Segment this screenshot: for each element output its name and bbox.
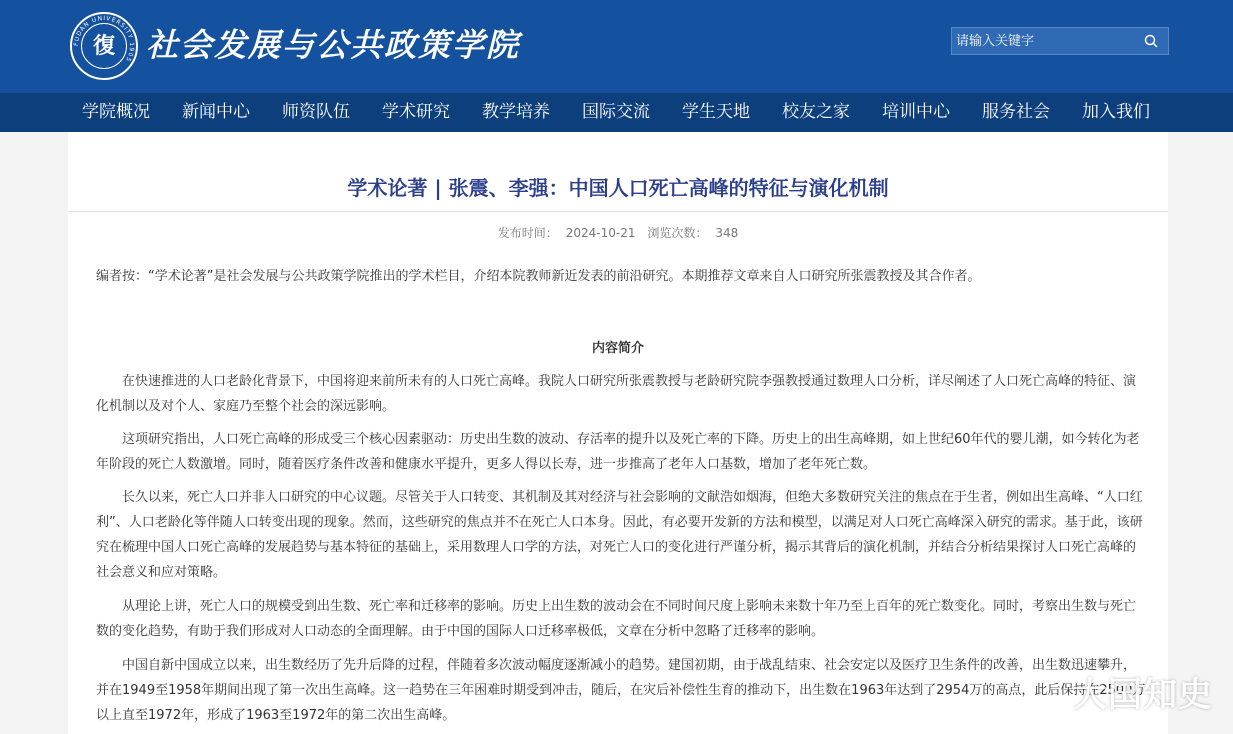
nav-item-service[interactable]: 服务社会	[982, 102, 1050, 122]
nav-item-news[interactable]: 新闻中心	[182, 102, 250, 122]
school-name[interactable]: 社会发展与公共政策学院	[146, 26, 521, 64]
nav-item-faculty[interactable]: 师资队伍	[282, 102, 350, 122]
nav-item-international[interactable]: 国际交流	[582, 102, 650, 122]
article-paragraph: 从理论上讲，死亡人口的规模受到出生数、死亡率和迁移率的影响。历史上出生数的波动会在不同时间尺度上影响未来数十年乃至上百年的死亡数变化。同时，考察出生数与死亡数的变化趋势，有助于我们形成对人口动态的全面理解。由于中国的国际人口迁移率极低，文章在分析中忽略了迁移率的影响。	[96, 599, 1137, 639]
article-meta	[68, 224, 1168, 241]
article-paragraph: 中国自新中国成立以来，出生数经历了先升后降的过程，伴随着多次波动幅度逐渐减小的趋势。建国初期，由于战乱结束、社会安定以及医疗卫生条件的改善，出生数迅速攀升，并在1949至1958年期间出现了第一次出生高峰。这一趋势在三年困难时期受到冲击，随后，在灾后补偿性生育的推动下，出生数在1963年达到了2954万的高点，此后保持在2500万以上直至1972年，形成了1963至1972年的第二次出生高峰。	[96, 658, 1146, 723]
article-title: 学术论著 | 张震、李强：中国人口死亡高峰的特征与演化机制	[347, 176, 889, 200]
nav-item-education[interactable]: 教学培养	[482, 102, 550, 122]
main-nav	[0, 93, 1233, 132]
search-input[interactable]	[952, 28, 1136, 54]
article-container	[68, 132, 1168, 734]
nav-item-research[interactable]: 学术研究	[382, 102, 450, 122]
publish-label: 发布时间：	[497, 226, 558, 240]
article-paragraph: 长久以来，死亡人口并非人口研究的中心议题。尽管关于人口转变、其机制及其对经济与社会影响的文献浩如烟海，但绝大多数研究关注的焦点在于生者，例如出生高峰、“人口红利”、人口老龄化等伴随人口转变出现的现象。然而，这些研究的焦点并不在死亡人口本身。因此，有必要开发新的方法和模型，以满足对人口死亡高峰深入研究的需求。基于此，该研究在梳理中国人口死亡高峰的发展趋势与基本特征的基础上，采用数理人口学的方法，对死亡人口的变化进行严谨分析，揭示其背后的演化机制，并结合分析结果探讨人口死亡高峰的社会意义和应对策略。	[96, 490, 1143, 580]
site-header	[0, 0, 1233, 93]
university-logo[interactable]	[70, 12, 138, 80]
nav-item-join[interactable]: 加入我们	[1082, 102, 1150, 122]
watermark: 大国知史	[1073, 675, 1213, 715]
section-title: 内容简介	[591, 341, 644, 356]
views-label: 浏览次数：	[647, 226, 708, 240]
views-count: 348	[715, 226, 739, 240]
editor-note: 编者按：“学术论著”是社会发展与公共政策学院推出的学术栏目，介绍本院教师新近发表的前沿研究。本期推荐文章来自人口研究所张震教授及其合作者。	[96, 269, 981, 284]
search-box	[951, 27, 1169, 55]
article-paragraph: 在快速推进的人口老龄化背景下，中国将迎来前所未有的人口死亡高峰。我院人口研究所张震教授与老龄研究院李强教授通过数理人口分析，详尽阐述了人口死亡高峰的特征、演化机制以及对个人、家庭乃至整个社会的深远影响。	[96, 374, 1137, 414]
nav-item-training[interactable]: 培训中心	[882, 102, 950, 122]
title-divider	[68, 211, 1168, 212]
nav-item-alumni[interactable]: 校友之家	[782, 102, 850, 122]
svg-text:FUDAN UNIVERSITY 1905: FUDAN UNIVERSITY 1905	[72, 14, 136, 64]
publish-date: 2024-10-21	[565, 226, 636, 240]
logo-character: 復	[81, 23, 127, 69]
search-icon[interactable]	[1144, 34, 1158, 48]
nav-item-students[interactable]: 学生天地	[682, 102, 750, 122]
nav-item-about[interactable]: 学院概况	[82, 102, 150, 122]
article-paragraph: 这项研究指出，人口死亡高峰的形成受三个核心因素驱动：历史出生数的波动、存活率的提升以及死亡率的下降。历史上的出生高峰期，如上世纪60年代的婴儿潮，如今转化为老年阶段的死亡人数激增。同时，随着医疗条件改善和健康水平提升，更多人得以长寿，进一步推高了老年人口基数，增加了老年死亡数。	[96, 432, 1140, 472]
